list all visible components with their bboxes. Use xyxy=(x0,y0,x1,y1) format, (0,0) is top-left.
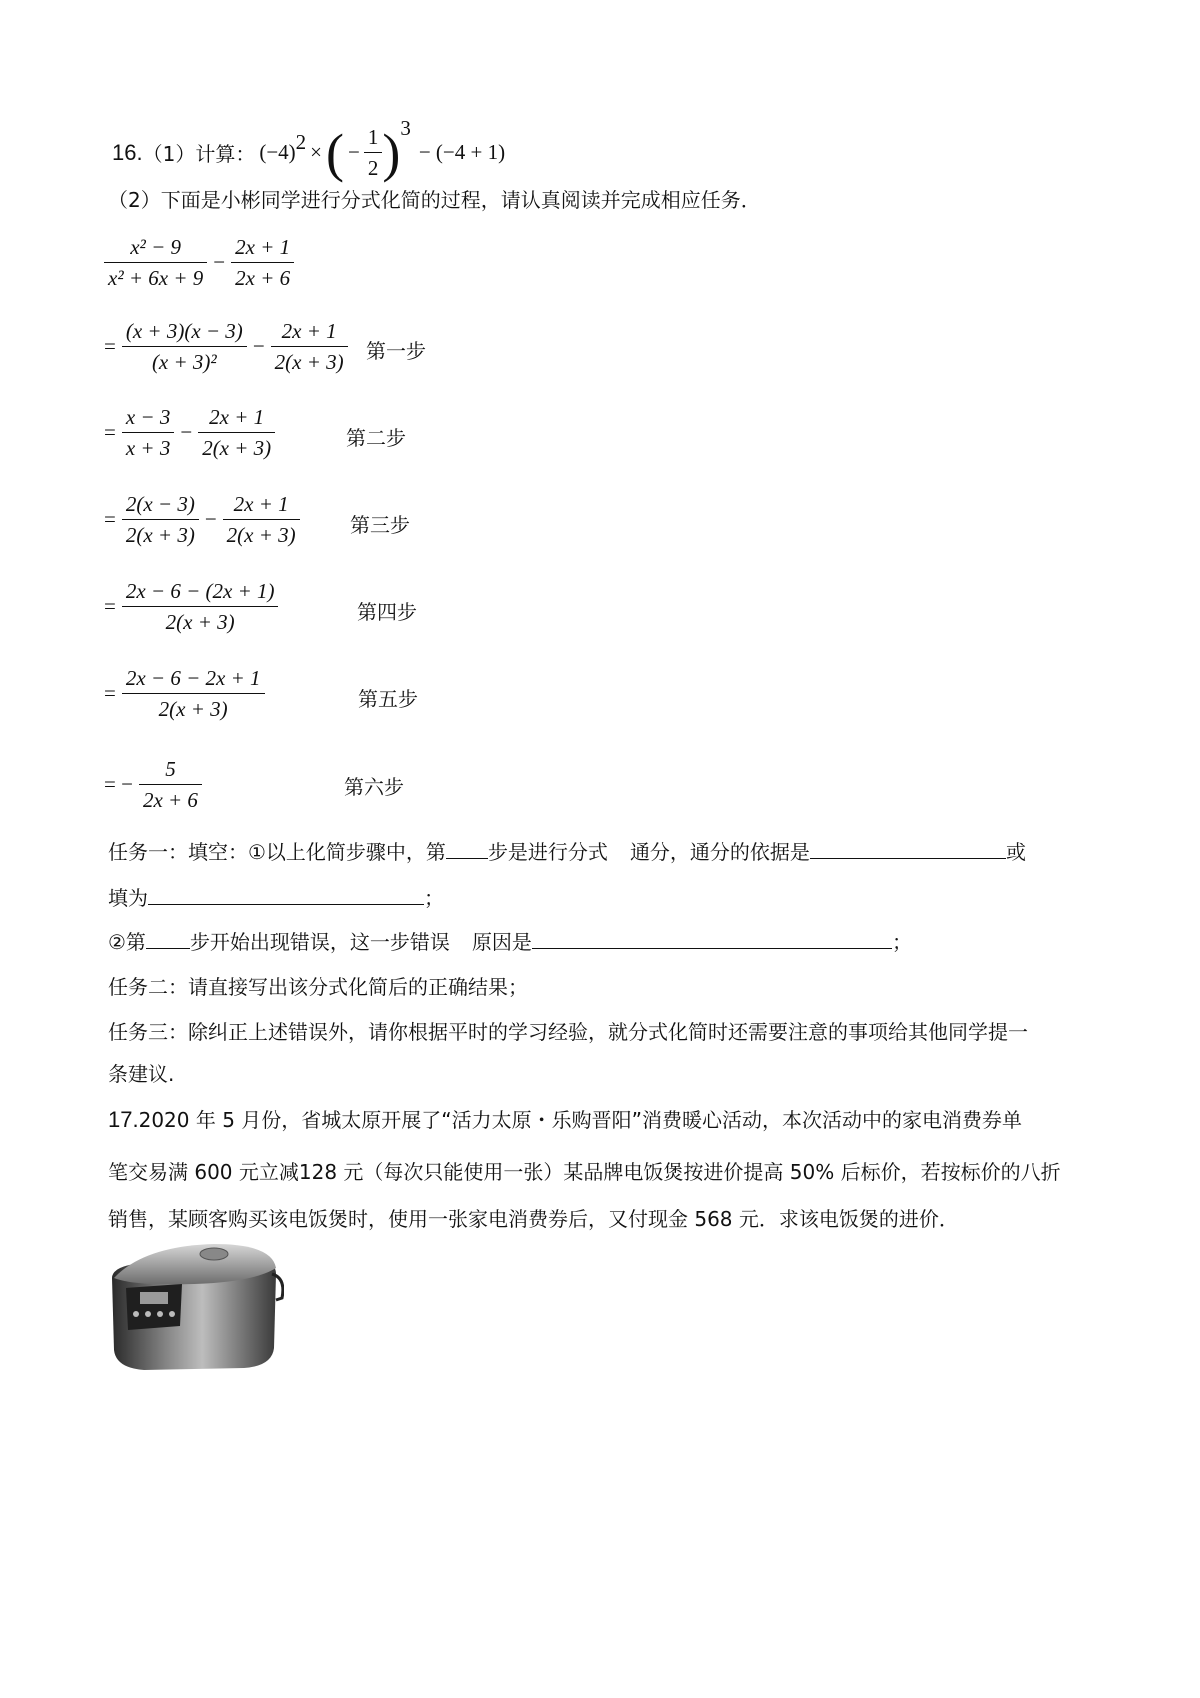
minus-sign: − xyxy=(213,250,226,274)
step-1 xyxy=(104,316,348,377)
step-3-frac-2 xyxy=(223,489,300,550)
frac-num: 2x − 6 − 2x + 1 xyxy=(122,663,265,694)
step-5-label: 第五步 xyxy=(358,687,418,711)
equals-sign: = xyxy=(104,594,116,618)
start-frac-1-num: x² − 9 xyxy=(104,232,207,263)
equals-sign: = xyxy=(104,334,116,358)
blank-step-number[interactable] xyxy=(446,838,488,859)
cube-exp: 3 xyxy=(400,116,411,140)
right-paren: ) xyxy=(382,122,401,183)
task1-text-j: ； xyxy=(891,930,912,954)
steam-vent xyxy=(200,1248,228,1260)
half-fraction xyxy=(364,122,383,183)
q17-line2: 笔交易满 600 元立减128 元（每次只能使用一张）某品牌电饭煲按进价提高 50% 后标价，若按标价的八折 xyxy=(108,1160,1061,1184)
times-sign: × xyxy=(310,140,323,164)
half-den: 2 xyxy=(367,156,379,180)
q17-text-1: 2020 年 5 月份，省城太原开展了“活力太原・乐购晋阳”消费暖心活动，本次活动中的家电消费券单 xyxy=(138,1108,1023,1132)
task3-line2: 条建议. xyxy=(108,1062,175,1086)
neg-sign: − xyxy=(348,140,360,164)
task1-text-g: ②第 xyxy=(108,930,146,954)
q17-number: 17. xyxy=(108,1107,139,1132)
frac-den: 2(x + 3) xyxy=(274,350,344,374)
step-3 xyxy=(104,489,300,550)
minus-sign: − xyxy=(204,507,217,531)
step-5 xyxy=(104,663,265,724)
step-2 xyxy=(104,402,275,463)
task1-text-e: 填为 xyxy=(108,886,148,910)
expr-tail: − (−4 + 1) xyxy=(418,140,506,164)
step-4 xyxy=(104,576,278,637)
start-frac-1 xyxy=(104,232,207,293)
frac-num: 2(x − 3) xyxy=(122,489,199,520)
step-6 xyxy=(104,754,202,815)
frac-den: x + 3 xyxy=(125,436,171,460)
frac-den: (x + 3)² xyxy=(151,350,217,374)
control-panel xyxy=(126,1284,182,1330)
left-paren: ( xyxy=(326,122,344,183)
control-button xyxy=(145,1311,151,1317)
task1-text-f: ； xyxy=(424,886,444,910)
step-1-frac-1 xyxy=(122,316,247,377)
step-3-frac-1 xyxy=(122,489,199,550)
frac-den: 2(x + 3) xyxy=(202,436,272,460)
task2: 任务二：请直接写出该分式化简后的正确结果； xyxy=(108,975,528,999)
frac-den: 2(x + 3) xyxy=(158,697,228,721)
task1-text-b: 步是进行分式 xyxy=(487,840,608,864)
blank-error-reason[interactable] xyxy=(532,928,892,949)
frac-num: x − 3 xyxy=(122,402,175,433)
step-5-frac xyxy=(122,663,265,724)
half-num: 1 xyxy=(364,122,383,153)
control-button xyxy=(157,1311,163,1317)
frac-num: 2x + 1 xyxy=(223,489,300,520)
blank-fill[interactable] xyxy=(148,884,424,905)
q16-part1 xyxy=(112,116,506,183)
task3-line1: 任务三：除纠正上述错误外，请你根据平时的学习经验，就分式化简时还需要注意的事项给其他同学提一 xyxy=(108,1020,1028,1044)
frac-num: (x + 3)(x − 3) xyxy=(122,316,247,347)
task1-text-h: 步开始出现错误，这一步错误 xyxy=(189,930,450,954)
frac-num: 5 xyxy=(139,754,202,785)
start-frac-2-num: 2x + 1 xyxy=(231,232,294,263)
start-expression xyxy=(104,232,294,293)
start-frac-2 xyxy=(231,232,294,293)
task1-line1 xyxy=(108,836,1026,865)
expr-base-exp: 2 xyxy=(295,130,307,154)
rice-cooker-image xyxy=(104,1238,284,1374)
frac-den: 2(x + 3) xyxy=(226,523,296,547)
task1-text-d: 或 xyxy=(1005,840,1026,864)
task1-text-i: 原因是 xyxy=(471,930,532,954)
step-4-label: 第四步 xyxy=(357,600,417,624)
task1-text-a: 任务一：填空：①以上化简步骤中，第 xyxy=(108,840,446,864)
equals-sign: = xyxy=(104,681,116,705)
task1-line2 xyxy=(108,882,444,911)
task1-text-c: 通分，通分的依据是 xyxy=(629,840,810,864)
control-button xyxy=(133,1311,139,1317)
step-4-frac xyxy=(122,576,279,637)
blank-error-step[interactable] xyxy=(146,928,190,949)
step-2-frac-1 xyxy=(122,402,175,463)
frac-num: 2x − 6 − (2x + 1) xyxy=(122,576,279,607)
step-6-frac xyxy=(139,754,202,815)
equals-sign: = − xyxy=(104,772,133,796)
q16-number: 16. xyxy=(112,139,143,165)
start-frac-2-den: 2x + 6 xyxy=(235,266,291,290)
frac-den: 2(x + 3) xyxy=(165,610,235,634)
equals-sign: = xyxy=(104,507,116,531)
frac-den: 2x + 6 xyxy=(142,788,198,812)
minus-sign: − xyxy=(252,334,265,358)
frac-num: 2x + 1 xyxy=(198,402,275,433)
expr-base: (−4) xyxy=(259,140,296,164)
minus-sign: − xyxy=(180,420,193,444)
q17-line3: 销售，某顾客购买该电饭煲时，使用一张家电消费券后，又付现金 568 元．求该电饭煲的进价． xyxy=(108,1207,959,1231)
display-screen xyxy=(140,1292,168,1304)
task1-line3 xyxy=(108,926,912,955)
step-3-label: 第三步 xyxy=(350,513,410,537)
step-2-frac-2 xyxy=(198,402,275,463)
q16-part1-label: （1）计算： xyxy=(142,142,256,166)
step-1-label: 第一步 xyxy=(366,339,426,363)
frac-den: 2(x + 3) xyxy=(125,523,195,547)
equals-sign: = xyxy=(104,420,116,444)
q16-part2-intro: （2）下面是小彬同学进行分式化简的过程，请认真阅读并完成相应任务． xyxy=(108,188,761,212)
control-button xyxy=(169,1311,175,1317)
step-6-label: 第六步 xyxy=(344,775,404,799)
step-2-label: 第二步 xyxy=(346,426,406,450)
step-1-frac-2 xyxy=(271,316,348,377)
frac-num: 2x + 1 xyxy=(271,316,348,347)
q17-line1 xyxy=(108,1104,1022,1133)
blank-basis[interactable] xyxy=(810,838,1006,859)
start-frac-1-den: x² + 6x + 9 xyxy=(108,266,204,290)
